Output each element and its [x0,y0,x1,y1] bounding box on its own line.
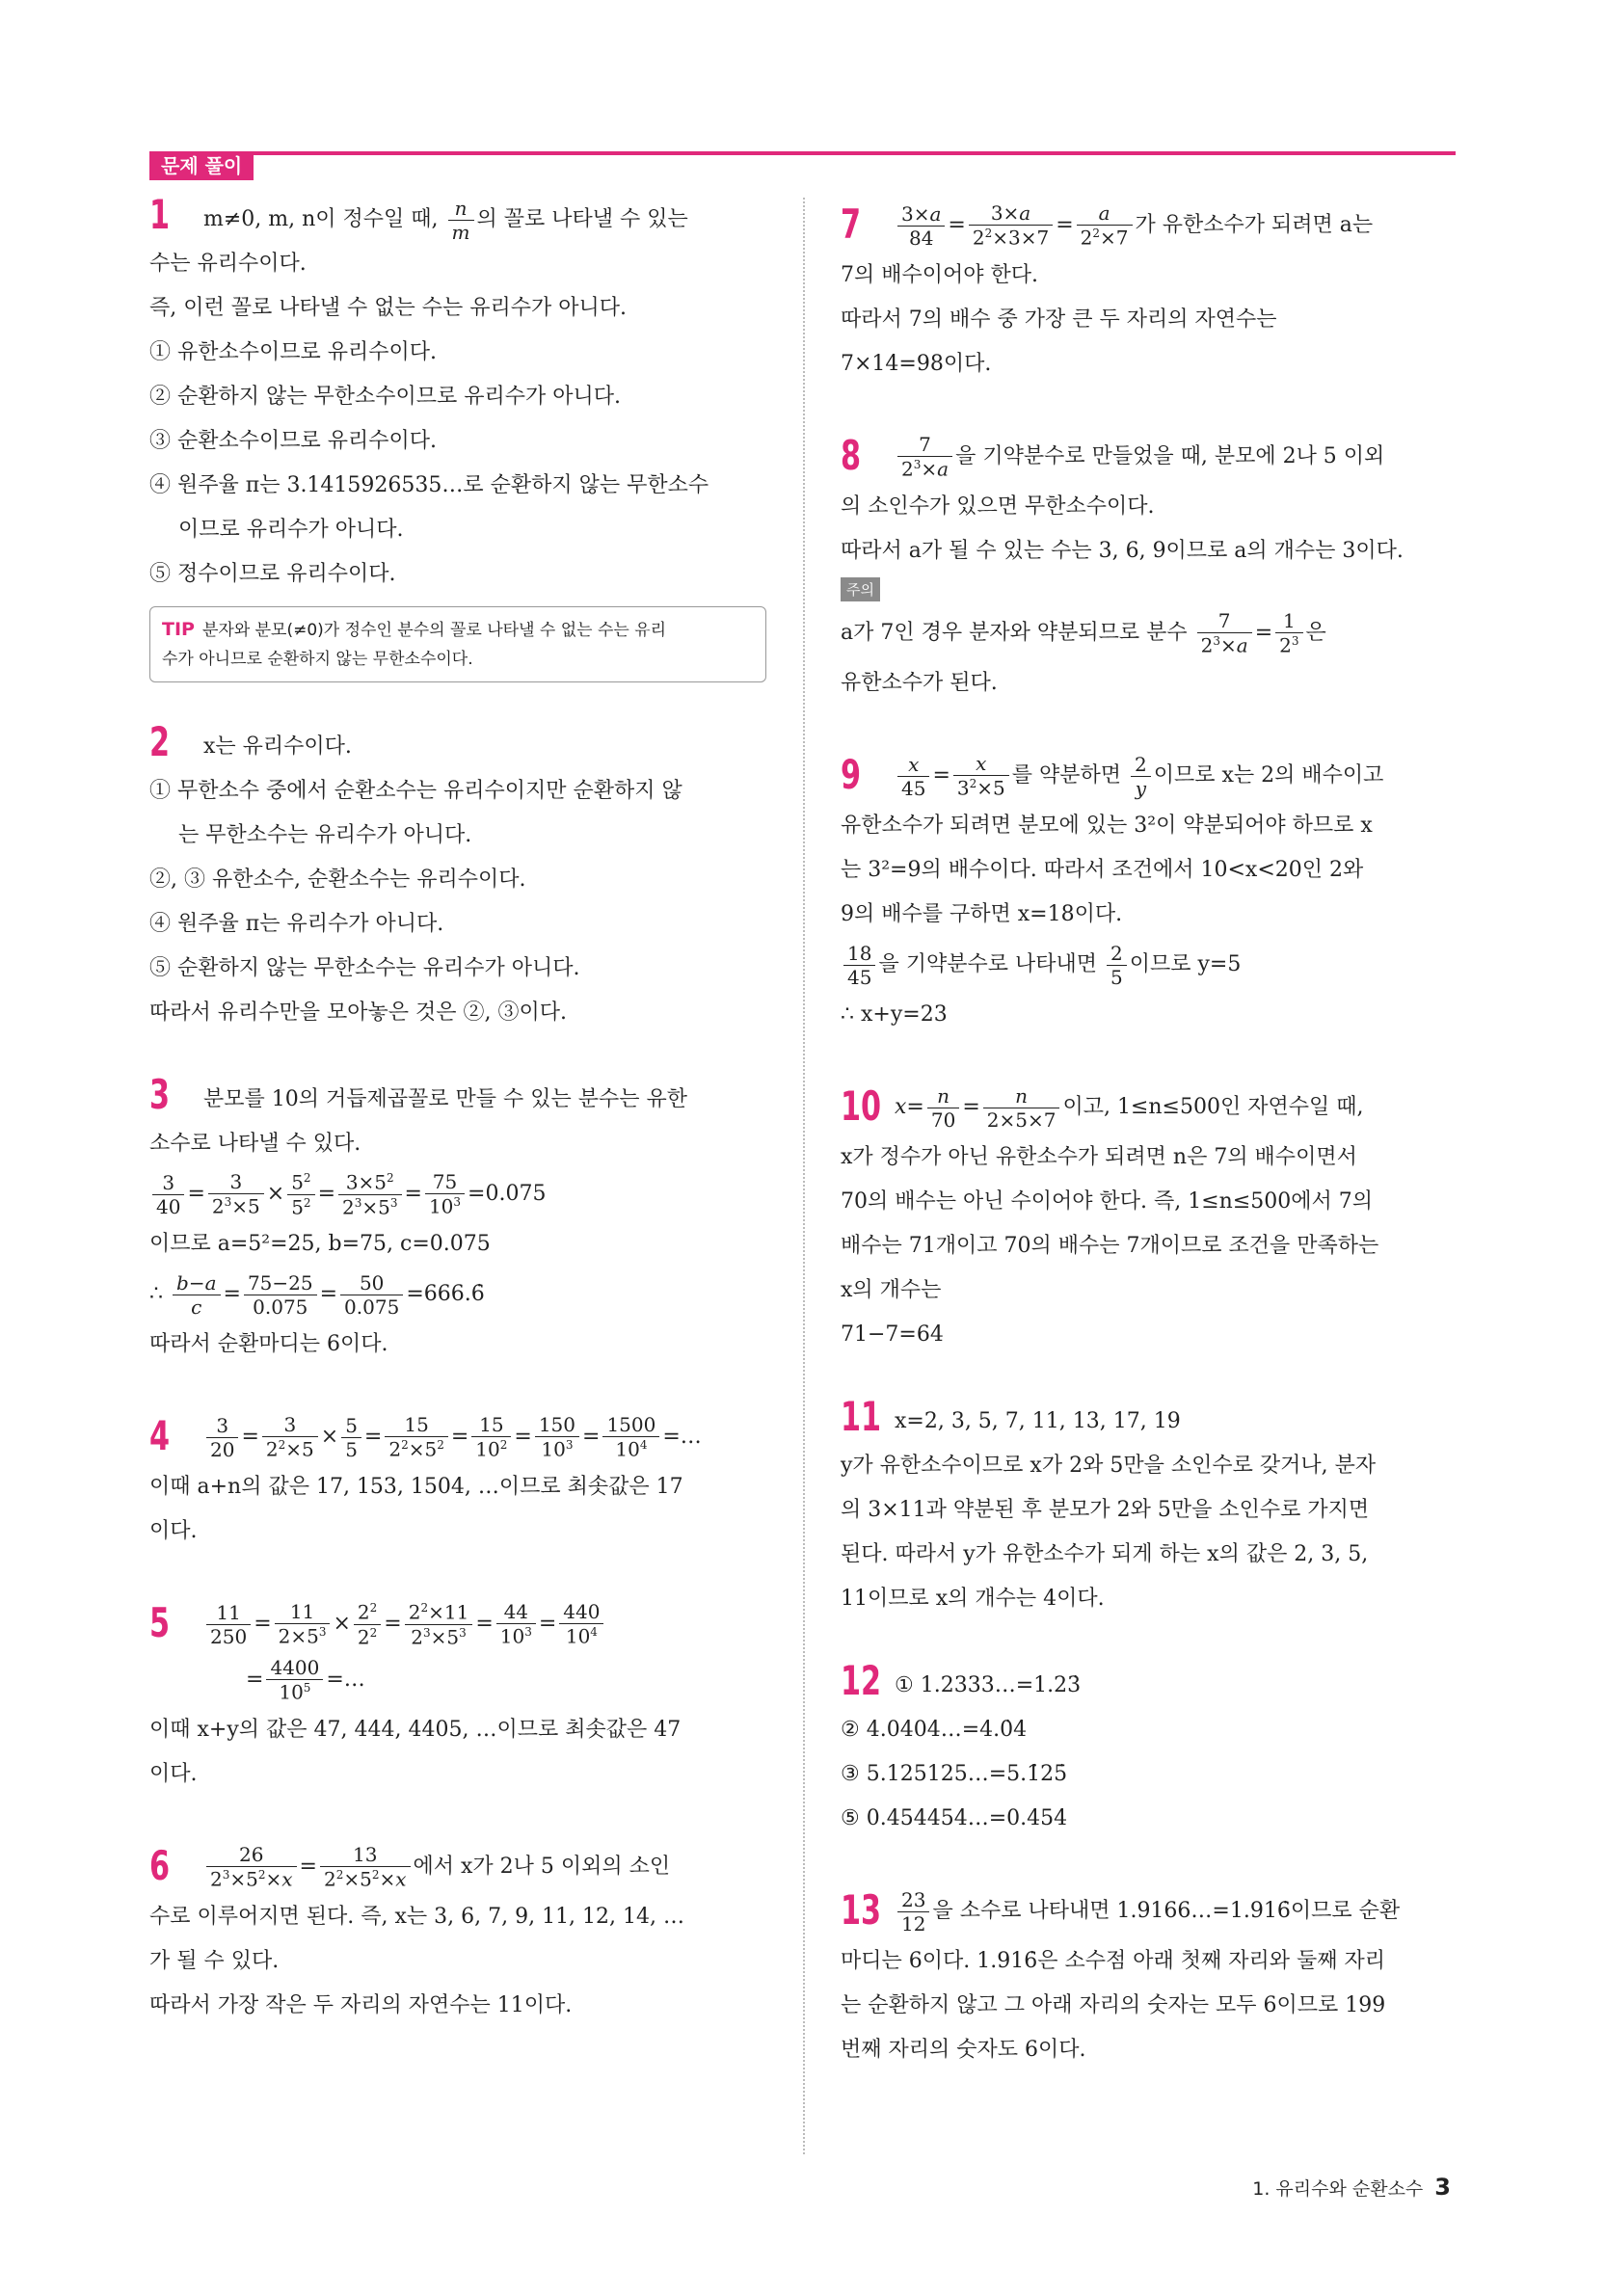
solution-line: y가 유한소수이므로 x가 2와 5만을 소인수로 갖거나, 분자 [841,1454,1377,1478]
solution-line: ②, ③ 유한소수, 순환소수는 유리수이다. [149,868,526,892]
problem-number: 1 [149,191,171,238]
equation-line: $\frac{x}{45}$ = $\frac{x}{3^2\times 5}$ 를 약분하면 $\frac{2}{y}$ 이므로 x는 2의 배수이고 [841,748,1458,804]
problem-13 [841,1883,1458,2072]
solution-line: x=2, 3, 5, 7, 11, 13, 17, 19 [895,1409,1181,1433]
solution-line: 가 될 수 있다. [149,1949,280,1973]
equation-line: a가 7인 경우 분자와 약분되므로 분수 $\frac{7}{2^3\times a}$ = $\frac{1}{2^3}$ 은 [841,609,1326,657]
solution-line: 이다. [149,1762,198,1786]
problem-1 [149,191,766,682]
problem-number: 13 [841,1886,882,1934]
section-tag: 문제 풀이 [149,151,254,180]
solution-line: 이므로 a=5²=25, b=75, c=0.075 [149,1232,491,1256]
solution-line: m≠0, m, n이 정수일 때, $\frac{n}{m}$ 의 꼴로 나타낼 수 있는 [203,196,688,244]
problem-12 [841,1657,1458,1841]
solution-line: 유한소수가 된다. [841,671,998,695]
header-rule [149,151,1456,155]
solution-line: ② 순환하지 않는 무한소수이므로 유리수가 아니다. [149,385,622,409]
solution-line: 된다. 따라서 y가 유한소수가 되게 하는 x의 값은 2, 3, 5, [841,1542,1369,1566]
solution-line: ② 4.0404…=4.0̇4̇ [841,1718,1028,1742]
solution-line: ⑤ 정수이므로 유리수이다. [149,562,396,586]
problem-9 [841,748,1458,1037]
solution-line: 즉, 이런 꼴로 나타낼 수 없는 수는 유리수가 아니다. [149,296,627,320]
left-column [149,191,766,2070]
solution-line: ③ 순환소수이므로 유리수이다. [149,429,438,453]
problem-number: 3 [149,1071,171,1118]
solution-line: 는 순환하지 않고 그 아래 자리의 숫자는 모두 6이므로 199 [841,1993,1386,2017]
solution-line: 7×14=98이다. [841,352,992,376]
solution-line: ∴ x+y=23 [841,1002,948,1027]
problem-number: 6 [149,1842,171,1889]
tip-box: TIP 분자와 분모(≠0)가 정수인 분수의 꼴로 나타낼 수 없는 수는 유리 수가 아니므로 순환하지 않는 무한소수이다. [149,606,766,682]
solution-line: 9의 배수를 구하면 x=18이다. [841,902,1123,926]
solution-line: 수는 유리수이다. [149,252,307,276]
solution-line: 이때 x+y의 값은 47, 444, 4405, …이므로 최솟값은 47 [149,1718,682,1742]
column-divider [803,198,805,2154]
problem-7 [841,198,1458,387]
equation-line: x= $\frac{n}{70}$ = $\frac{n}{2\times 5\times 7}$ 이고, 1≤n≤500인 자연수일 때, [895,1083,1364,1132]
problem-11 [841,1393,1458,1621]
solution-line: 이므로 유리수가 아니다. [178,518,404,542]
page-footer [1252,2174,1451,2201]
solution-line: 따라서 7의 배수 중 가장 큰 두 자리의 자연수는 [841,307,1277,332]
solution-line: 따라서 순환마디는 6이다. [149,1332,388,1356]
problem-number: 11 [841,1393,882,1440]
solution-line: ① 1.2333…=1.23̇ [895,1673,1082,1697]
solution-line: 는 무한소수는 유리수가 아니다. [178,823,472,847]
solution-line: 번째 자리의 숫자도 6이다. [841,2038,1086,2062]
problem-number: 5 [149,1599,171,1646]
problem-2 [149,718,766,1035]
problem-number: 4 [149,1412,171,1459]
fraction: $\frac{n}{m}$ [448,199,474,242]
equation-line: $\frac{23}{12}$ 을 소수로 나타내면 1.9166…=1.916̇이므로 순환 [841,1883,1458,1939]
solution-line: ③ 5.125125…=5.1̇25̇ [841,1762,1068,1786]
solution-line: 유한소수가 되려면 분모에 있는 3²이 약분되어야 하므로 x [841,814,1373,838]
solution-line: 의 3×11과 약분된 후 분모가 2와 5만을 소인수로 가지면 [841,1498,1370,1522]
solution-line: ⑤ 0.454454…=0.4̇54̇ [841,1806,1068,1830]
equation-line: $\frac{3}{20}$ = $\frac{3}{2^2\times 5}$ × $\frac{5}{5}$ = $\frac{15}{2^2\times 5^2}$ = $\frac{15}{10^2}$ = $\frac{150}{10^3}$ = $\frac{1500}{10^4}$ =… [149,1409,766,1465]
problem-6 [149,1839,766,2028]
solution-line: x의 개수는 [841,1278,942,1302]
equation-line: ∴ $\frac{b-a}{c}$ = $\frac{75-25}{0.075}$ = $\frac{50}{0.075}$ =666.6̇ [149,1270,485,1319]
solution-line: 따라서 가장 작은 두 자리의 자연수는 11이다. [149,1993,573,2017]
solution-line: x는 유리수이다. [203,734,352,759]
solution-line: 의 소인수가 있으면 무한소수이다. [841,494,1155,519]
note-badge: 주의 [841,577,880,601]
solution-line: 7의 배수이어야 한다. [841,263,1038,287]
chapter-title: 1. 유리수와 순환소수 [1252,2178,1424,2200]
equation-line: $\frac{26}{2^3\times 5^2\times x}$ = $\frac{13}{2^2\times 5^2\times x}$ 에서 x가 2나 5 이외의 소인 [149,1839,766,1895]
equation-line: $\frac{11}{250}$ = $\frac{11}{2\times 5^3}$ × $\frac{2^2}{2^2}$ = $\frac{2^2\times 11}{2^3\times 5^3}$ = $\frac{44}{10^3}$ = $\frac{440}{10^4}$ [149,1596,766,1652]
equation-line: $\frac{3}{40}$ = $\frac{3}{2^3\times 5}$ × $\frac{5^2}{5^2}$ = $\frac{3\times 5^2}{2^3\times 5^3}$ = $\frac{75}{10^3}$ =0.075 [149,1166,766,1222]
solution-line: 70의 배수는 아닌 수이어야 한다. 즉, 1≤n≤500에서 7의 [841,1189,1373,1214]
tip-label: TIP [162,619,195,640]
solution-line: ① 무한소수 중에서 순환소수는 유리수이지만 순환하지 않 [149,779,682,803]
solution-line: 따라서 유리수만을 모아놓은 것은 ②, ③이다. [149,1001,567,1025]
right-column [841,198,1458,2115]
problem-number: 12 [841,1657,882,1704]
equation-line: $\frac{3\times a}{84}$ = $\frac{3\times a}{2^2\times 3\times 7}$ = $\frac{a}{2^2\times 7}$ 가 유한소수가 되려면 a는 [841,198,1458,254]
solution-line: ⑤ 순환하지 않는 무한소수는 유리수가 아니다. [149,956,580,980]
problem-number: 9 [841,751,862,798]
solution-line: ④ 원주율 π는 유리수가 아니다. [149,912,444,936]
solution-line: 71−7=64 [841,1322,944,1347]
problem-8 [841,429,1458,706]
solution-line: 수로 이루어지면 된다. 즉, x는 3, 6, 7, 9, 11, 12, 14, … [149,1905,685,1929]
problem-5 [149,1596,766,1797]
solution-line: ④ 원주율 π는 3.1415926535…로 순환하지 않는 무한소수 [149,473,709,497]
solution-line: 마디는 6이다. 1.916̇은 소수점 아래 첫째 자리와 둘째 자리 [841,1949,1385,1973]
problem-3 [149,1071,766,1367]
solution-line: ① 유한소수이므로 유리수이다. [149,340,438,364]
equation-line: $\frac{7}{2^3\times a}$ 을 기약분수로 만들었을 때, 분모에 2나 5 이외 [841,429,1458,485]
problem-number: 8 [841,432,862,479]
problem-number: 7 [841,200,862,248]
solution-line: x가 정수가 아닌 유한소수가 되려면 n은 7의 배수이면서 [841,1145,1357,1169]
solution-line: 따라서 a가 될 수 있는 수는 3, 6, 9이므로 a의 개수는 3이다. [841,539,1404,563]
problem-4 [149,1409,766,1554]
solution-line: 이다. [149,1519,198,1543]
solution-line: 배수는 71개이고 70의 배수는 7개이므로 조건을 만족하는 [841,1234,1379,1258]
equation-line: $\frac{18}{45}$ 을 기약분수로 나타내면 $\frac{2}{5}$ 이므로 y=5 [841,937,1458,993]
solution-line: 소수로 나타낼 수 있다. [149,1132,361,1156]
page-number: 3 [1434,2174,1451,2201]
equation-line: = $\frac{4400}{10^5}$ =… [246,1656,365,1704]
problem-number: 2 [149,718,171,765]
solution-line: 11이므로 x의 개수는 4이다. [841,1587,1105,1611]
problem-10 [841,1080,1458,1357]
problem-number: 10 [841,1082,882,1130]
solution-line: 분모를 10의 거듭제곱꼴로 만들 수 있는 분수는 유한 [203,1087,687,1111]
solution-line: 는 3²=9의 배수이다. 따라서 조건에서 10<x<20인 2와 [841,858,1364,882]
solution-line: 이때 a+n의 값은 17, 153, 1504, …이므로 최솟값은 17 [149,1475,683,1499]
